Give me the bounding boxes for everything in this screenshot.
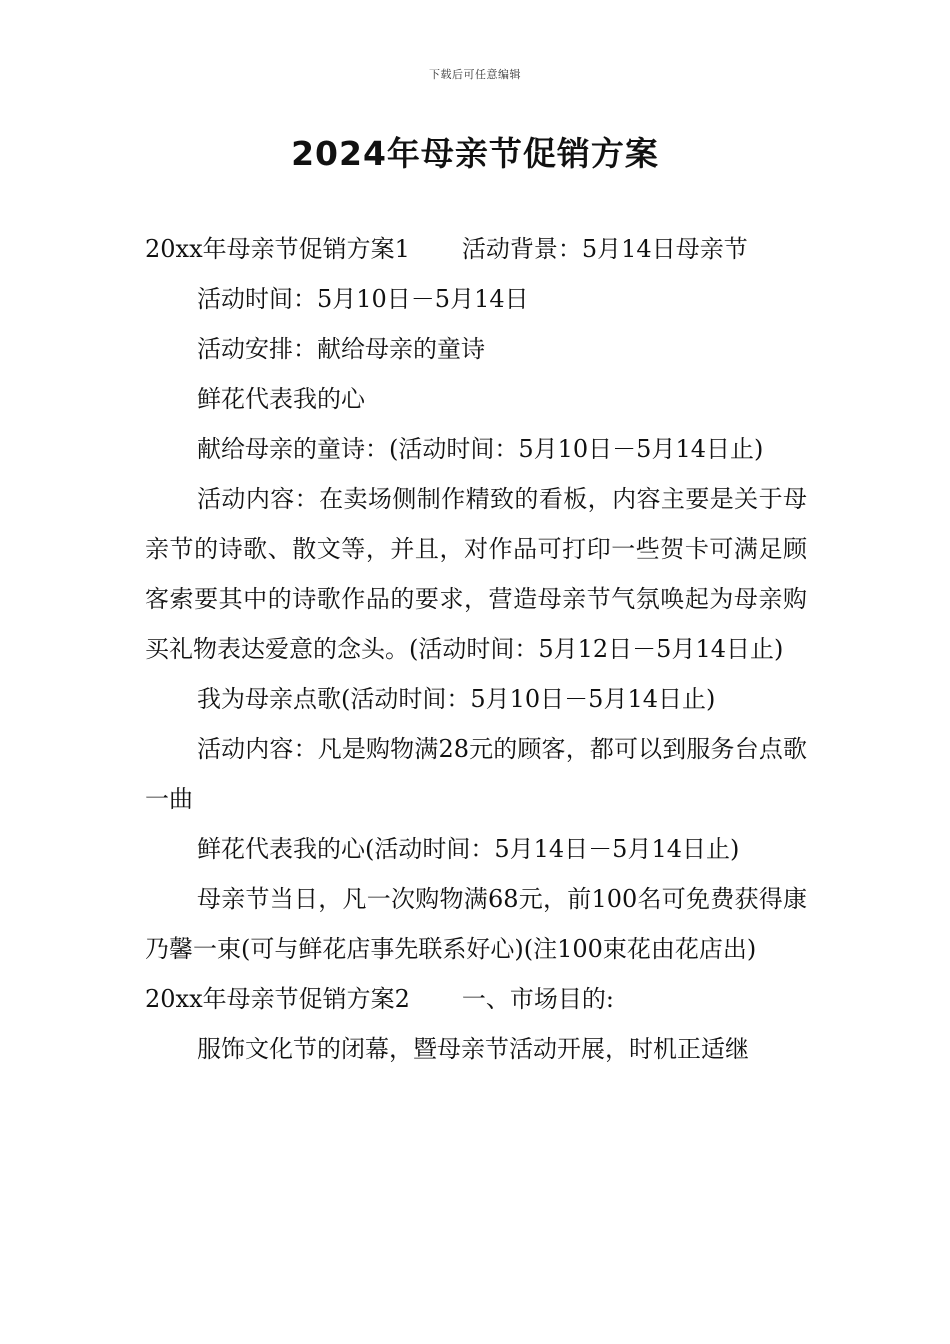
paragraph-plan2-heading bbox=[145, 974, 807, 1024]
paragraph: 鲜花代表我的心(活动时间：5月14日－5月14日止) bbox=[197, 835, 740, 863]
paragraph: 献给母亲的童诗：(活动时间：5月10日－5月14日止) bbox=[197, 435, 764, 463]
paragraph: 鲜花代表我的心 bbox=[197, 385, 365, 413]
paragraph-text: 一、市场目的: bbox=[461, 985, 614, 1013]
paragraph: 活动安排：献给母亲的童诗 bbox=[197, 335, 485, 363]
paragraph: 服饰文化节的闭幕，暨母亲节活动开展，时机正适继 bbox=[197, 1035, 749, 1063]
paragraph-plan1-heading bbox=[145, 224, 807, 274]
paragraph: 活动内容：在卖场侧制作精致的看板，内容主要是关于母亲节的诗歌、散文等，并且，对作品可打印一些贺卡可满足顾客索要其中的诗歌作品的要求，营造母亲节气氛唤起为母亲购买礼物表达爱意的念头。(活动时间：5月12日－5月14日止) bbox=[145, 485, 807, 663]
paragraph-text: 活动背景：5月14日母亲节 bbox=[461, 235, 748, 263]
paragraph: 活动内容：凡是购物满28元的顾客，都可以到服务台点歌一曲 bbox=[145, 735, 807, 813]
paragraph: 活动时间：5月10日－5月14日 bbox=[197, 285, 529, 313]
paragraph: 我为母亲点歌(活动时间：5月10日－5月14日止) bbox=[197, 685, 716, 713]
plan-heading: 20xx年母亲节促销方案1 bbox=[145, 235, 410, 263]
header-note: 下载后可任意编辑 bbox=[429, 68, 521, 81]
paragraph: 母亲节当日，凡一次购物满68元，前100名可免费获得康乃馨一束(可与鲜花店事先联系好心)(注100束花由花店出) bbox=[145, 885, 807, 963]
document-body bbox=[145, 224, 807, 1074]
plan-heading: 20xx年母亲节促销方案2 bbox=[145, 985, 410, 1013]
document-title: 2024年母亲节促销方案 bbox=[291, 134, 659, 173]
